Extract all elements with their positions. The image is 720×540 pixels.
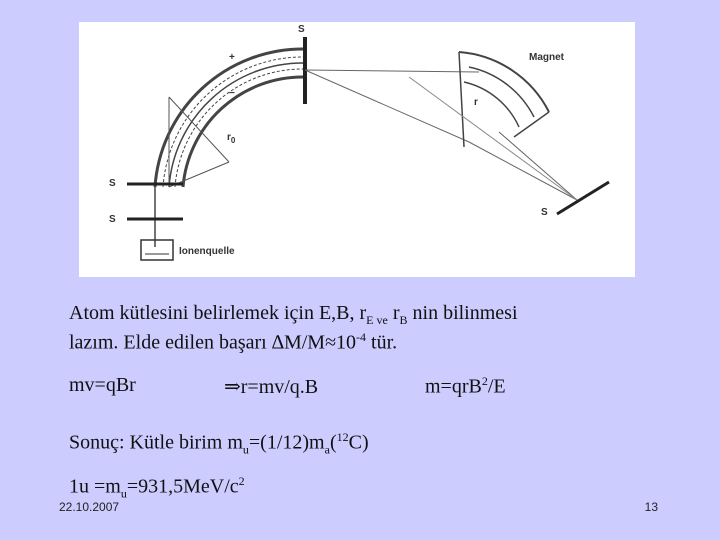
text-line-1: Atom kütlesini belirlemek için E,B, $r_{E ve}$ $r_B$ nin bilinmesi [69,302,518,327]
text-sonuc: Sonuç: Kütle birim $m_u=(1/12)m_a(^{12}C)$ [69,430,369,457]
equation-m: m=qrB$^2$/E [425,374,506,398]
label-plus: + [229,52,235,63]
footer-date: 22.10.2007 [59,500,120,514]
label-r-inner: r [474,97,478,108]
label-s-top: S [298,24,305,35]
beam-path-1 [163,57,303,187]
radius-line-r0 [169,97,229,162]
ion-source-box [141,240,173,260]
label-magnet: Magnet [529,52,564,63]
equation-mv: mv=qBr [69,374,136,396]
text-atomic-mass-unit: $1u =m_u=931,5MeV/c^2$ [69,474,245,501]
equation-r: ⇒r=mv/q.B [224,376,319,398]
text-line-2: lazım. Elde edilen başarı $\Delta M/M\approx 10^{-4}$ tür. [69,330,398,354]
label-ion-source: Ionenquelle [179,246,235,257]
mass-spectrometer-figure [79,22,635,277]
outer-plate [155,49,303,187]
slit-s3 [557,182,609,214]
beam-path-2 [169,63,303,187]
magnet-sector [459,52,549,147]
label-r0: $r_0$ [227,132,236,145]
label-minus: − [229,88,235,99]
label-s2: S [109,214,116,225]
beam-path-3 [175,69,303,187]
label-s1: S [109,178,116,189]
page-number: 13 [644,500,658,514]
label-s3: S [541,207,548,218]
